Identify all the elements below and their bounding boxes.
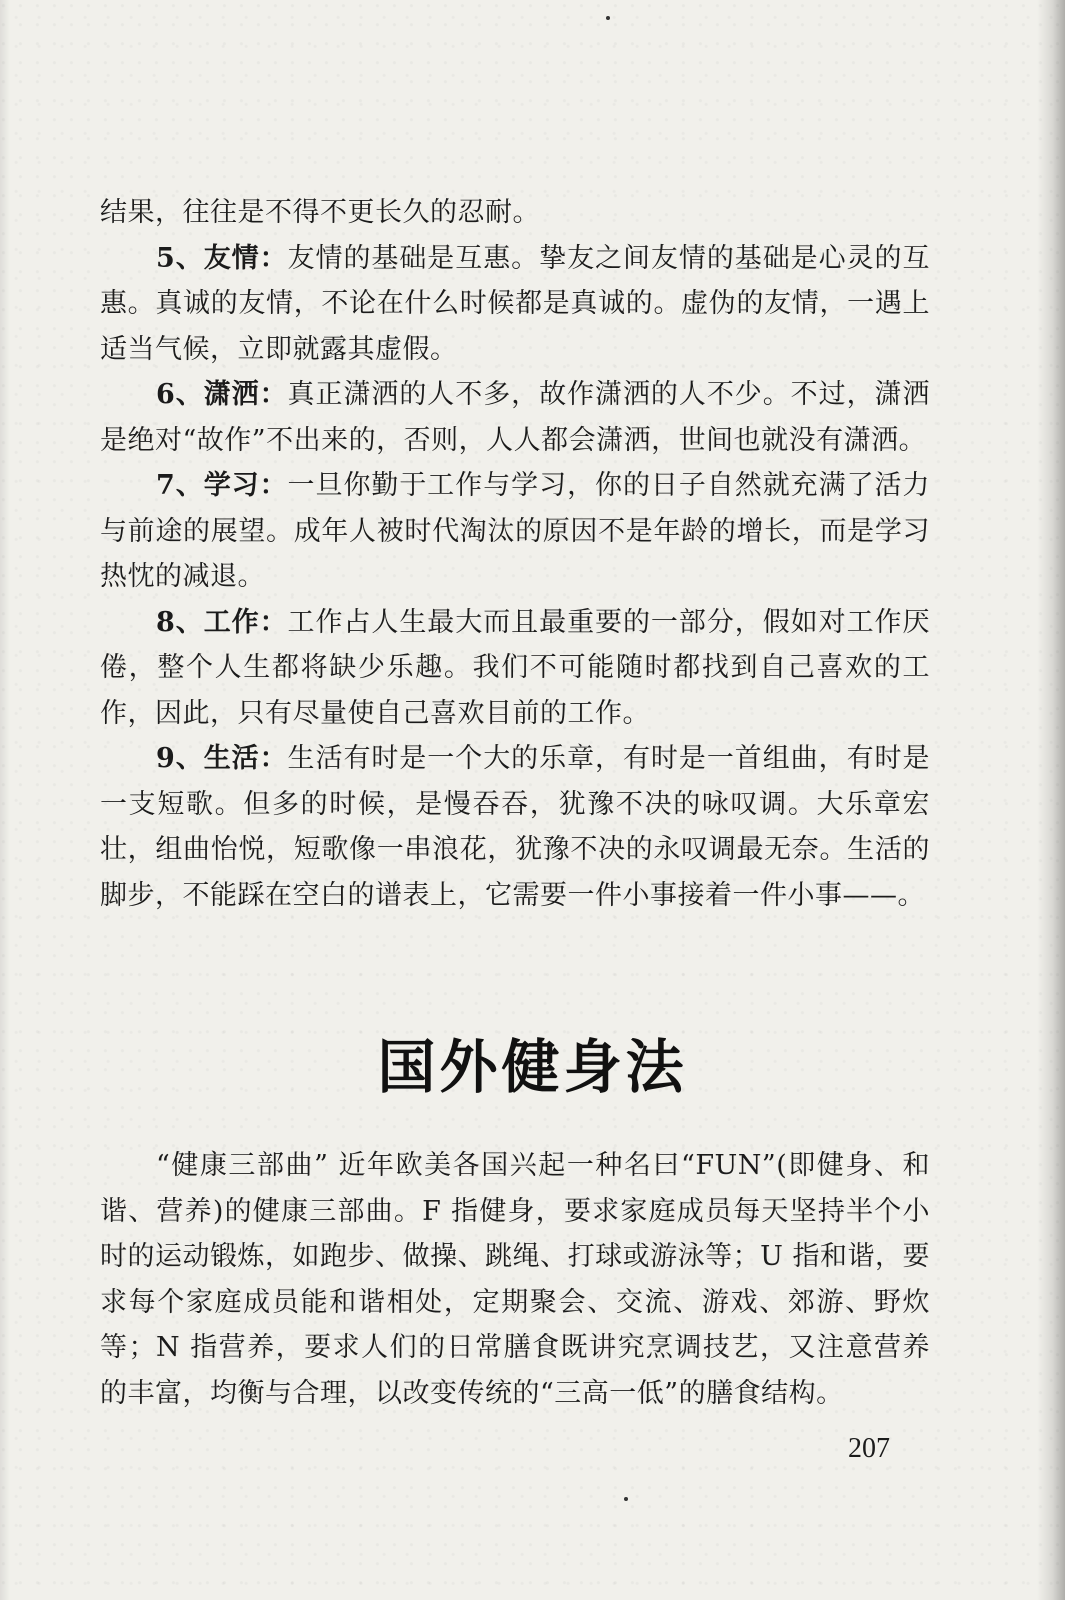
paragraph-text: 生活有时是一个大的乐章，有时是一首组曲，有时是一支短歌。但多的时候，是慢吞吞，犹豫不决的咏叹调。大乐章宏壮，组曲怡悦，短歌像一串浪花，犹豫不决的永叹调最无奈。生活的脚步，不能踩在空白的谱表上，它需要一件小事接着一件小事——。	[100, 743, 930, 911]
paragraph-lead: 7、学习：	[156, 470, 288, 501]
body-text-bottom	[100, 1143, 930, 1416]
page-right-shadow	[1037, 0, 1065, 1600]
scan-speck	[606, 16, 610, 20]
paragraph-text: 结果，往往是不得不更长久的忍耐。	[100, 197, 540, 228]
paragraph-elegance	[100, 372, 930, 463]
paragraph-lead: 6、潇洒：	[156, 379, 288, 410]
paragraph-health-trilogy: “健康三部曲” 近年欧美各国兴起一种名曰“FUN”(即健身、和谐、营养)的健康三部曲。F 指健身，要求家庭成员每天坚持半个小时的运动锻炼，如跑步、做操、跳绳、打球或游泳等；U 指和谐，要求每个家庭成员能和谐相处，定期聚会、交流、游戏、郊游、野炊等；N 指营养，要求人们的日常膳食既讲究烹调技艺，又注意营养的丰富，均衡与合理，以改变传统的“三高一低”的膳食结构。	[100, 1150, 930, 1409]
paragraph-learning	[100, 463, 930, 600]
scan-speck	[624, 1497, 628, 1501]
paragraph-life	[100, 736, 930, 918]
page-left-shadow	[0, 0, 10, 1600]
paragraph-text: 真正潇洒的人不多，故作潇洒的人不少。不过，潇洒是绝对“故作”不出来的，否则，人人都会潇洒，世间也就没有潇洒。	[100, 379, 930, 456]
paragraph-work	[100, 600, 930, 737]
section-title: 国外健身法	[377, 1033, 688, 1101]
paragraph-continuation	[100, 190, 930, 236]
paragraph-text: 一旦你勤于工作与学习，你的日子自然就充满了活力与前途的展望。成年人被时代淘汰的原因不是年龄的增长，而是学习热忱的减退。	[100, 470, 930, 592]
page-number: 207	[848, 1433, 890, 1464]
paragraph-text: 友情的基础是互惠。挚友之间友情的基础是心灵的互惠。真诚的友情，不论在什么时候都是真诚的。虚伪的友情，一遇上适当气候，立即就露其虚假。	[100, 242, 930, 365]
body-text-top	[100, 190, 930, 918]
paragraph-friendship	[100, 236, 930, 373]
paragraph-text: 工作占人生最大而且最重要的一部分，假如对工作厌倦，整个人生都将缺少乐趣。我们不可能随时都找到自己喜欢的工作，因此，只有尽量使自己喜欢目前的工作。	[100, 606, 930, 729]
paragraph-lead: 9、生活：	[156, 743, 288, 774]
paragraph-lead: 8、工作：	[156, 606, 288, 638]
paragraph-lead: 5、友情：	[156, 242, 288, 274]
